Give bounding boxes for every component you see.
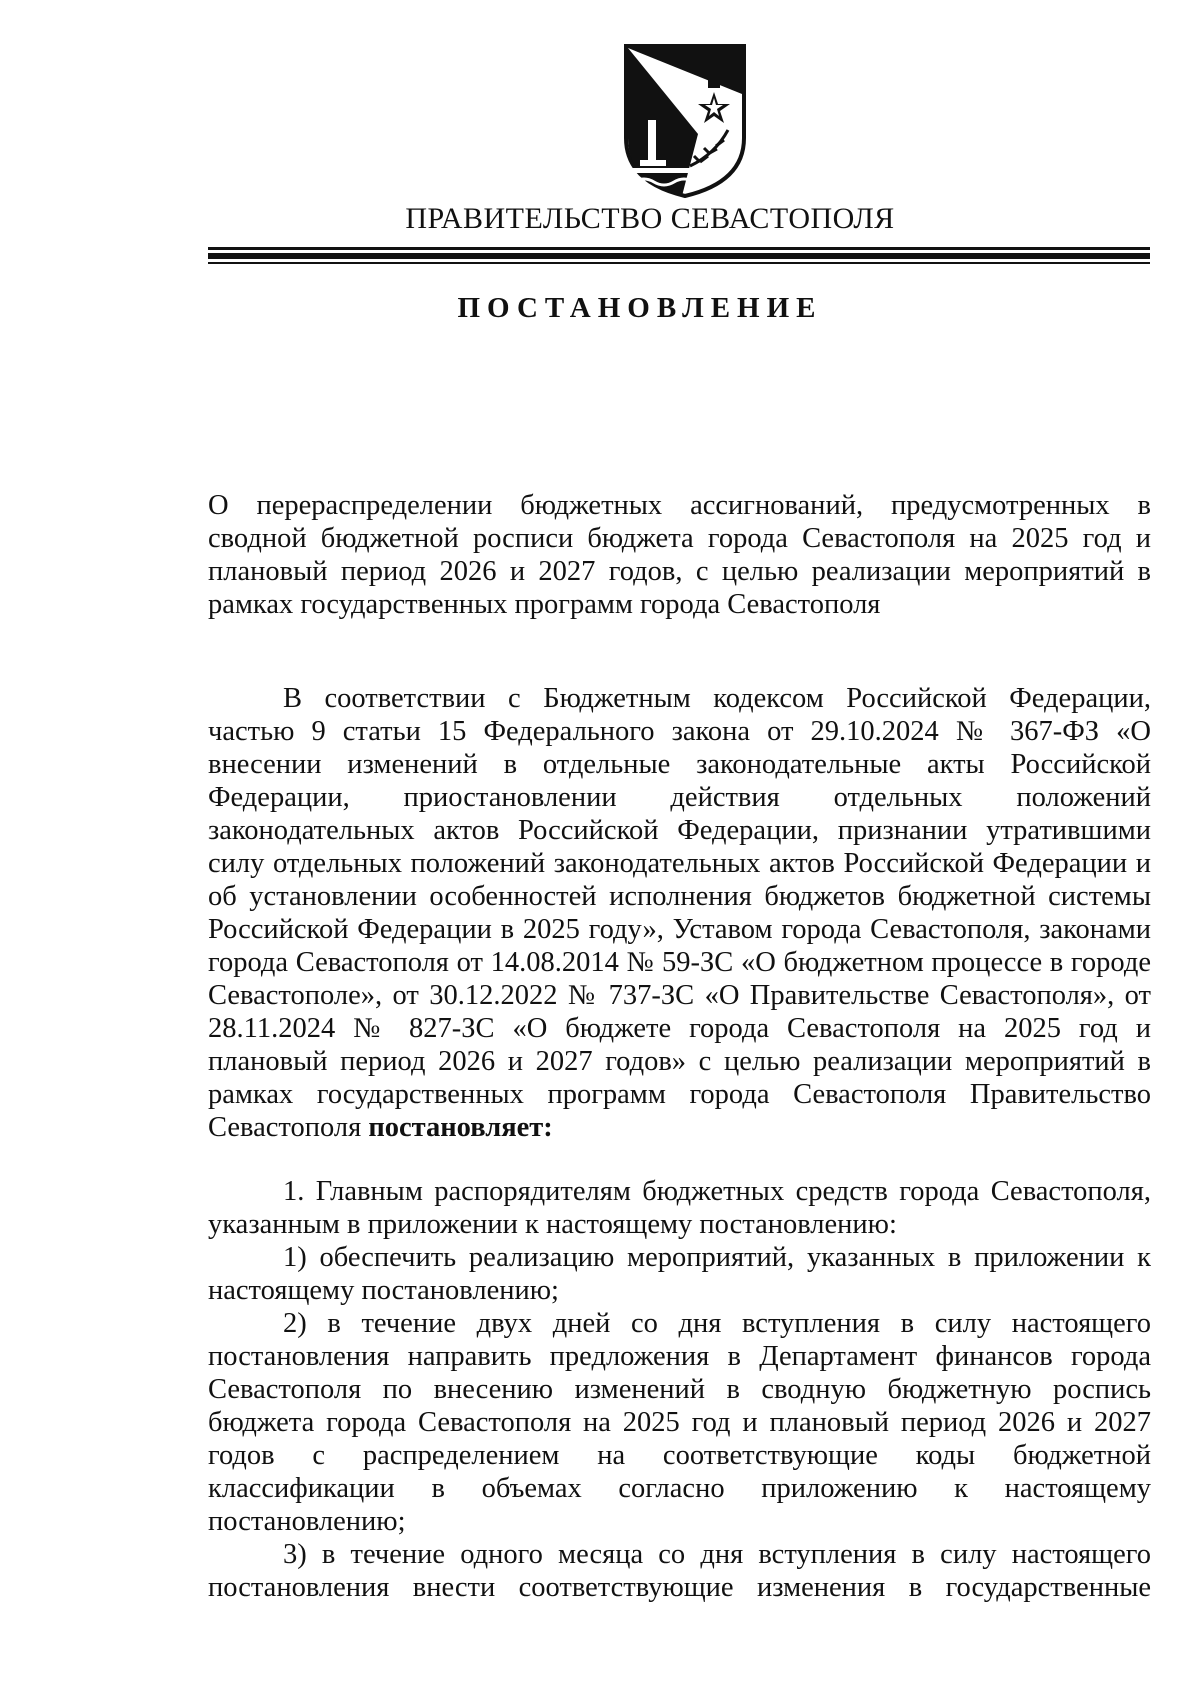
decree-subitem-2: 2) в течение двух дней со дня вступления в силу настоящего постановления направить предложения в Департамент финансов города Севастополя по внесению изменений в сводную бюджетную роспись бюджета города Севастополя на 2025 год и плановый период 2026 и 2027 годов с распределением на соответствующие коды бюджетной классификации в объемах согласно приложению к настоящему постановлению; [208, 1308, 1151, 1537]
preamble-text: В соответствии с Бюджетным кодексом Российской Федерации, частью 9 статьи 15 Федерального закона от 29.10.2024 № 367-ФЗ «О внесении изменений в отдельные законодательные акты Российской Федерации, приостановлении действия отдельных положений законодательных актов Российской Федерации, признании утратившими силу отдельных положений законодательных актов Российской Федерации и об установлении особенностей исполнения бюджетов бюджетной системы Российской Федерации в 2025 году», Уставом города Севастополя, законами города Севастополя от 14.08.2014 № 59-ЗС «О бюджетном процессе в городе Севастополе», от 30.12.2022 № 737-ЗС «О Правительстве Севастополя», от 28.11.2024 № 827-ЗС «О бюджете города Севастополя на 2025 год и плановый период 2026 и 2027 годов» с целью реализации мероприятий в рамках государственных программ города Севастополя Правительство Севастополя [208, 683, 1151, 1143]
header-rule-thin-bottom [208, 262, 1150, 264]
decree-body [208, 1175, 1151, 1604]
sevastopol-coat-of-arms-icon [620, 42, 750, 200]
decree-item-1: 1. Главным распорядителям бюджетных средств города Севастополя, указанным в приложении к настоящему постановлению: [208, 1176, 1151, 1240]
decree-subitem-3: 3) в течение одного месяца со дня вступления в силу настоящего постановления внести соответствующие изменения в государственные [208, 1539, 1151, 1603]
document-subject: О перераспределении бюджетных ассигнований, предусмотренных в сводной бюджетной росписи бюджета города Севастополя на 2025 год и плановый период 2026 и 2027 годов, с целью реализации мероприятий в рамках государственных программ города Севастополя [208, 490, 1151, 620]
preamble-verb: постановляет: [368, 1112, 553, 1143]
preamble [208, 682, 1151, 1144]
preamble-paragraph [208, 682, 1151, 1144]
organization-name: ПРАВИТЕЛЬСТВО СЕВАСТОПОЛЯ [405, 202, 895, 235]
document-type-title: ПОСТАНОВЛЕНИЕ [457, 292, 823, 324]
decree-subitem-1: 1) обеспечить реализацию мероприятий, указанных в приложении к настоящему постановлению; [208, 1242, 1151, 1306]
header-rule-thin-top [208, 247, 1150, 250]
header-rule-thick [208, 253, 1150, 259]
